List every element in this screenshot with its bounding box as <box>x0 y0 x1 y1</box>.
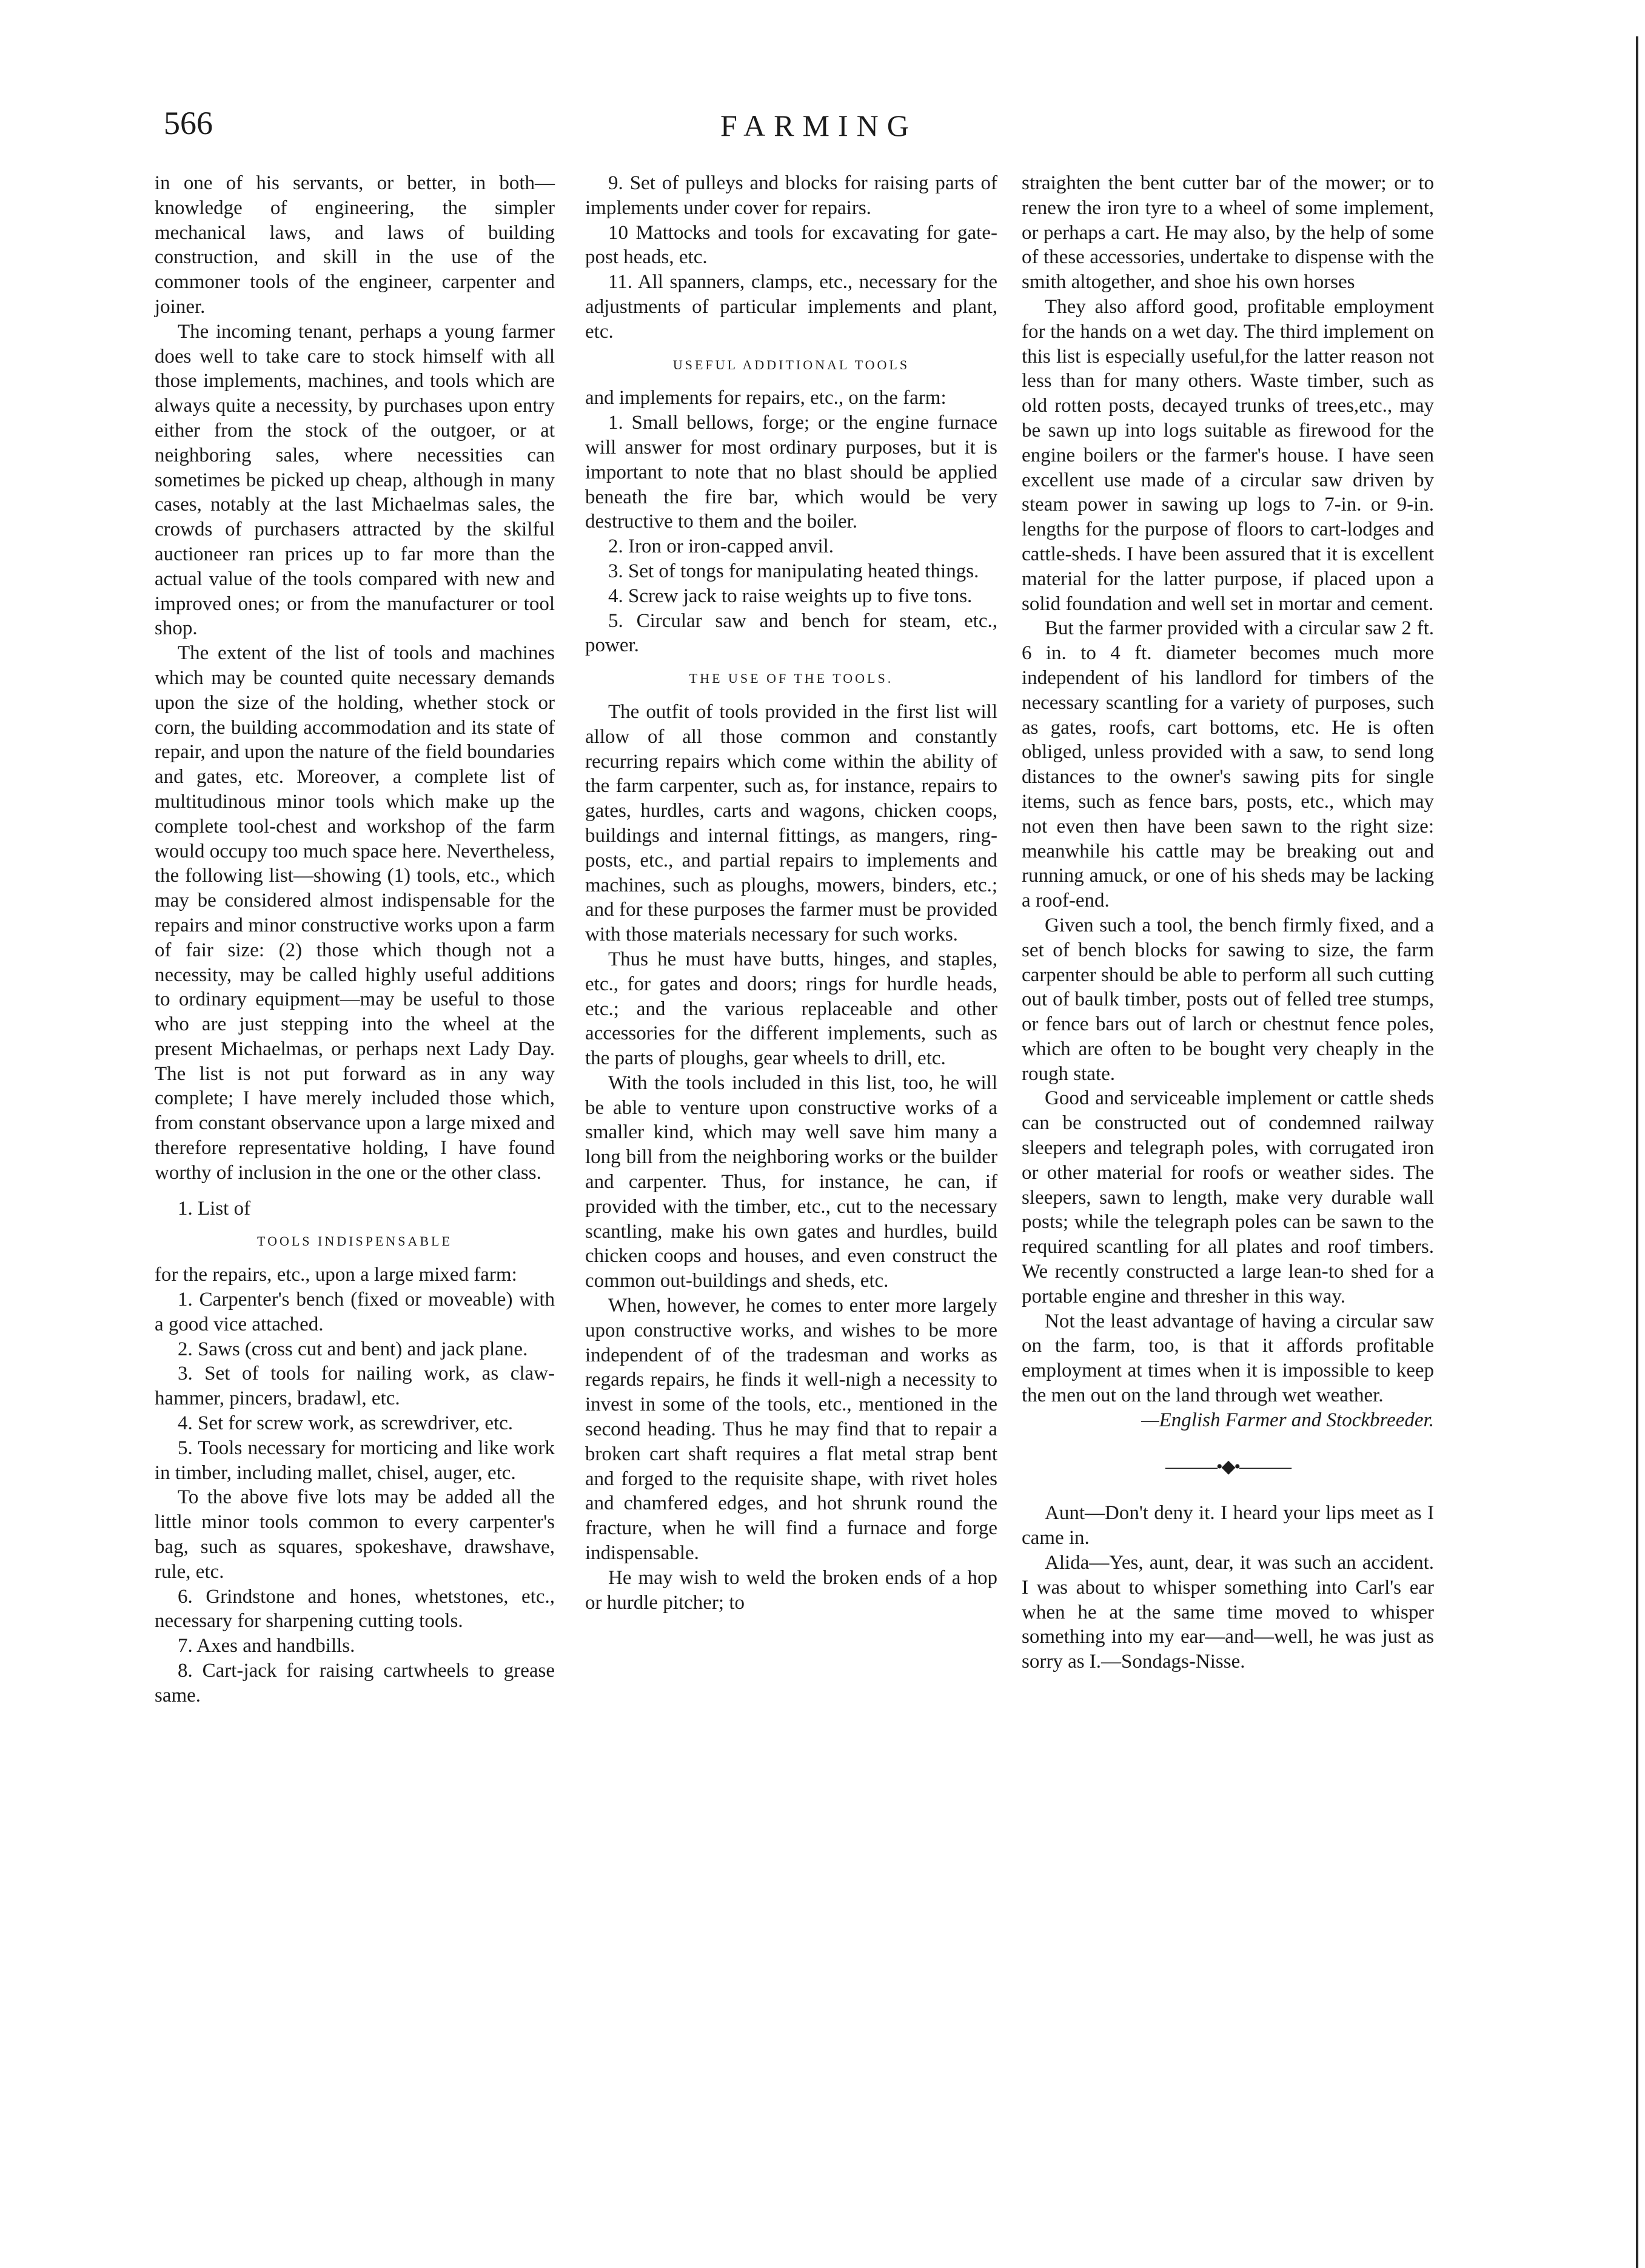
running-title: FARMING <box>720 109 917 143</box>
section-heading: THE USE OF THE TOOLS. <box>689 671 894 686</box>
section-heading: USEFUL ADDITIONAL TOOLS <box>672 357 910 372</box>
list-item: 11. All spanners, clamps, etc., necessary for the adjustments of particular implements and plant, etc. <box>585 271 997 343</box>
paragraph: Good and serviceable implement or cattle sheds can be constructed out of condemned railway sleepers and telegraph poles, with corrugated iron or other material for roofs or weather sides. The sleepers, sawn to length, make very durable wall posts; while the telegraph poles can be sawn to the required scantling for all plates and roof timbers. We recently constructed a large lean-to shed for a portable engine and thresher in this way. <box>1022 1087 1434 1307</box>
paragraph: The outfit of tools provided in the first list will allow of all those common and constantly recurring repairs which come within the ability of the farm carpenter, such as, for instance, repairs to gates, hurdles, carts and wagons, chicken coops, buildings and internal fittings, as mangers, ring-posts, etc., and partial repairs to implements and machines, such as ploughs, mowers, binders, etc.; and for these purposes the farmer must be provided with those materials necessary for such works. <box>585 700 997 946</box>
list-item: 5. Circular saw and bench for steam, etc., power. <box>585 609 997 657</box>
list-item: 1. Carpenter's bench (fixed or moveable) with a good vice attached. <box>155 1289 555 1335</box>
list-item: 4. Screw jack to raise weights up to five tons. <box>608 585 973 607</box>
list-item: 8. Cart-jack for raising cartwheels to grease same. <box>155 1660 555 1706</box>
list-item: 1. Small bellows, forge; or the engine furnace will answer for most ordinary purposes, but it is important to note that no blast should be applied beneath the fire bar, which would be very destructive to them and the boiler. <box>585 412 997 533</box>
list-item: 7. Axes and handbills. <box>178 1635 355 1657</box>
paragraph: With the tools included in this list, too, he will be able to venture upon constructive works of a smaller kind, which may well save him many a long bill from the neighboring works or the builder and carpenter. Thus, for instance, he can, if provided with the timber, etc., cut to the necessary scantling, make his own gates and hurdles, build chicken coops and houses, and even construct the common out-buildings and sheds, etc. <box>585 1072 997 1292</box>
list-item: 9. Set of pulleys and blocks for raising parts of implements under cover for repairs. <box>585 172 997 219</box>
paragraph: They also afford good, profitable employment for the hands on a wet day. The third implement on this list is especially useful,for the latter reason not less than for many others. Waste timber, such as old rotten posts, decayed trunks of trees,etc., may be sawn up into logs suitable as firewood for the engine boilers or the farmer's house. I have seen excellent use made of a circular saw driven by steam power in sawing up logs to 7-in. or 9-in. lengths for the purpose of floors to cart-lodges and cattle-sheds. I have been assured that it is excellent material for the latter purpose, if placed upon a solid foundation and well set in mortar and cement. <box>1022 295 1434 615</box>
column-3 <box>1022 171 1434 1674</box>
list-heading: 1. List of <box>178 1197 251 1220</box>
list-item: 3. Set of tools for nailing work, as claw-hammer, pincers, bradawl, etc. <box>155 1363 555 1410</box>
list-item: 3. Set of tongs for manipulating heated things. <box>608 560 979 582</box>
paragraph: When, however, he comes to enter more largely upon constructive works, and wishes to be more independent of of the tradesman and works as regards repairs, he finds it well-nigh a necessity to invest in some of the tools, etc., mentioned in the second heading. Thus he may find that to repair a broken cart shaft requires a flat metal strap bent and forged to the requisite shape, with rivet holes and chamfered edges, and hot shrunk round the fracture, when he will find a furnace and forge indispensable. <box>585 1295 997 1565</box>
paragraph: Given such a tool, the bench firmly fixed, and a set of bench blocks for sawing to size, the farm carpenter should be able to perform all such cutting out of baulk timber, posts out of felled tree stumps, or fence bars out of larch or chestnut fence poles, which are often to be bought very cheaply in the rough state. <box>1022 914 1434 1085</box>
list-item: 4. Set for screw work, as screwdriver, etc. <box>178 1412 514 1435</box>
paragraph: To the above five lots may be added all the little minor tools common to every carpenter's bag, such as squares, spokeshave, drawshave, rule, etc. <box>155 1486 555 1583</box>
paragraph: in one of his servants, or better, in both—knowledge of engineering, the simpler mechanical laws, and laws of building construction, and skill in the use of the commoner tools of the engineer, carpenter and joiner. <box>155 172 555 318</box>
section-divider: ———•◆•——— <box>1165 1456 1291 1477</box>
paragraph: The extent of the list of tools and machines which may be counted quite necessary demands upon the size of the holding, whether stock or corn, the building accommodation and its state of repair, and upon the nature of the field boundaries and gates, etc. Moreover, a complete list of multitudinous minor tools which make up the complete tool-chest and workshop of the farm would occupy too much space here. Nevertheless, the following list—showing (1) tools, etc., which may be considered almost indispensable for the repairs and minor constructive works upon a farm of fair size: (2) those which though not a necessity, may be called highly useful additions to ordinary equipment—may be useful to those who are just stepping into the wheel at the present Michaelmas, or perhaps next Lady Day. The list is not put forward as in any way complete; I have merely included those which, from constant observance upon a large mixed and therefore representative holding, I have found worthy of inclusion in the one or the other class. <box>155 642 555 1184</box>
section-heading: TOOLS INDISPENSABLE <box>257 1233 452 1249</box>
list-item: 2. Iron or iron-capped anvil. <box>608 535 834 558</box>
list-item: 10 Mattocks and tools for excavating for gate-post heads, etc. <box>585 221 997 269</box>
paragraph: But the farmer provided with a circular saw 2 ft. 6 in. to 4 ft. diameter becomes much more independent of his landlord for timbers of the necessary scantling for a variety of purposes, such as gates, roofs, cart bottoms, etc. He is often obliged, unless provided with a saw, to send long distances to the owner's sawing pits for single items, such as fence bars, posts, etc., which may not even then have been sawn to the right size: meanwhile his cattle may be breaking out and running amuck, or one of his sheds may be lacking a roof-end. <box>1022 617 1434 912</box>
list-item: 5. Tools necessary for morticing and like work in timber, including mallet, chisel, auger, etc. <box>155 1437 555 1484</box>
paragraph: Alida—Yes, aunt, dear, it was such an accident. I was about to whisper something into Carl's ear when he at the same time moved to whisper something into my ear—and—well, he was just as sorry as I.—Sondags-Nisse. <box>1022 1552 1434 1673</box>
paragraph: Not the least advantage of having a circular saw on the farm, too, is that it affords profitable employment at times when it is impossible to keep the men out on the land through wet weather. <box>1022 1310 1434 1407</box>
list-item: 6. Grindstone and hones, whetstones, etc., necessary for sharpening cutting tools. <box>155 1585 555 1632</box>
paragraph: straighten the bent cutter bar of the mower; or to renew the iron tyre to a wheel of some implement, or perhaps a cart. He may also, by the help of some of these accessories, undertake to dispense with the smith altogether, and shoe his own horses <box>1022 172 1434 294</box>
paragraph: for the repairs, etc., upon a large mixed farm: <box>155 1264 517 1286</box>
paragraph: He may wish to weld the broken ends of a hop or hurdle pitcher; to <box>585 1566 997 1614</box>
paragraph: Thus he must have butts, hinges, and staples, etc., for gates and doors; rings for hurdle heads, etc.; and the various replaceable and other accessories for the different implements, such as the parts of ploughs, gear wheels to drill, etc. <box>585 948 997 1070</box>
page-number: 566 <box>164 105 213 141</box>
source-attribution: —English Farmer and Stockbreeder. <box>1141 1409 1434 1431</box>
paragraph: and implements for repairs, etc., on the farm: <box>585 387 946 409</box>
page-edge-rule <box>1636 36 1638 2268</box>
list-item: 2. Saws (cross cut and bent) and jack plane. <box>178 1338 528 1360</box>
paragraph: The incoming tenant, perhaps a young farmer does well to take care to stock himself with all those implements, machines, and tools which are always quite a necessity, by purchases upon entry either from the stock of the outgoer, or at neighboring sales, where necessities can sometimes be picked up cheap, although in many cases, notably at the last Michaelmas sales, the crowds of purchasers attracted by the skilful auctioneer ran prices up to far more than the actual value of the tools compared with new and improved ones; or from the manufacturer or tool shop. <box>155 320 555 640</box>
paragraph: Aunt—Don't deny it. I heard your lips meet as I came in. <box>1022 1502 1434 1549</box>
column-2 <box>585 171 997 1615</box>
column-1 <box>155 171 555 1708</box>
